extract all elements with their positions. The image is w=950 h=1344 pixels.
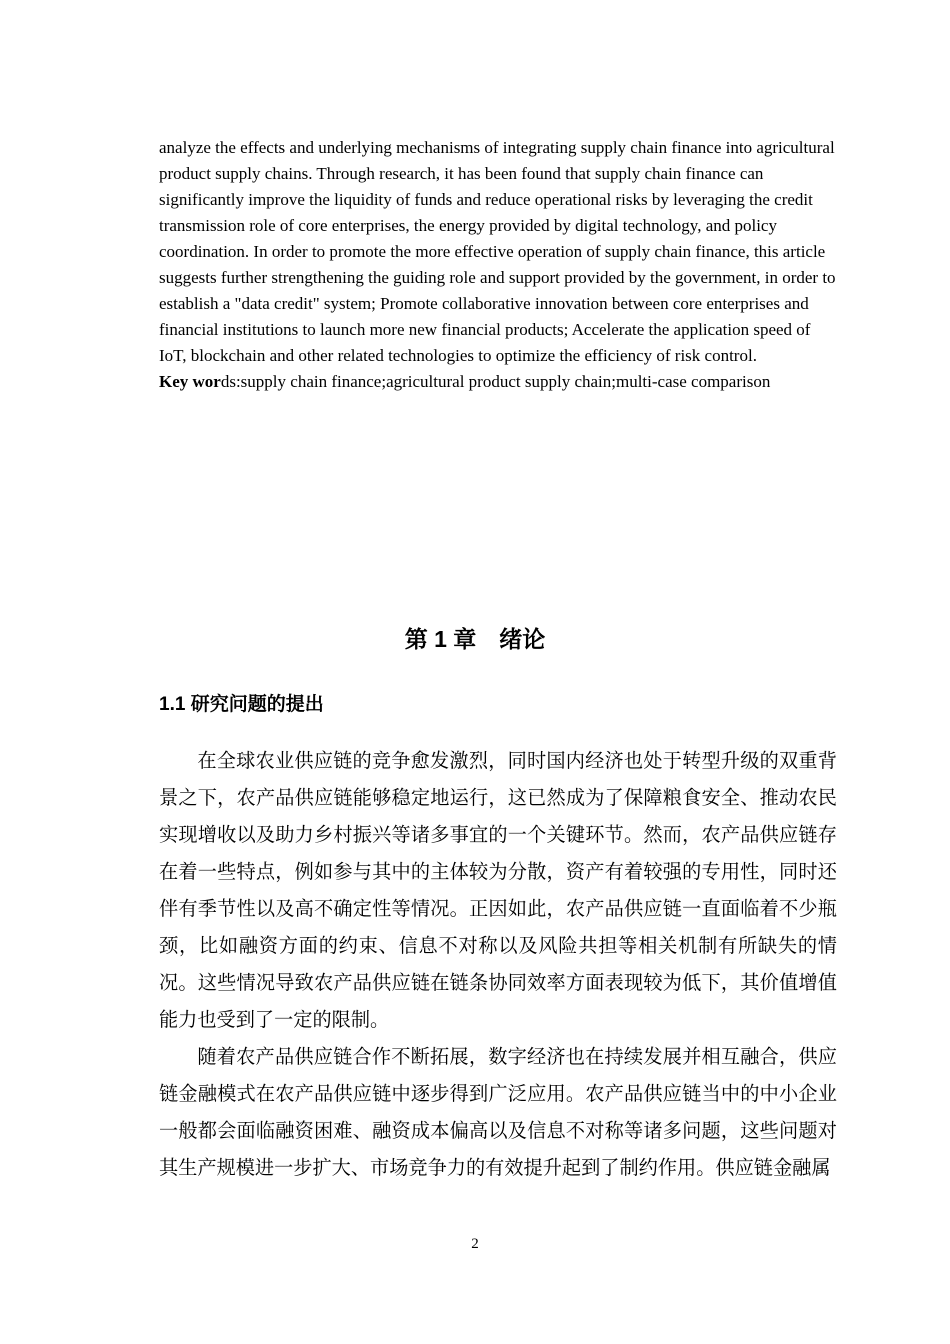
- body-paragraph: 随着农产品供应链合作不断拓展，数字经济也在持续发展并相互融合，供应链金融模式在农产品供应链中逐步得到广泛应用。农产品供应链当中的中小企业一般都会面临融资困难、融资成本偏高以及信息不对称等诸多问题，这些问题对其生产规模进一步扩大、市场竞争力的有效提升起到了制约作用。供应链金融属: [159, 1047, 837, 1179]
- keywords-label-bold: Key wor: [159, 372, 221, 391]
- section-title: 1.1 研究问题的提出: [159, 694, 324, 715]
- body-paragraph: 在全球农业供应链的竞争愈发激烈，同时国内经济也处于转型升级的双重背景之下，农产品供应链能够稳定地运行，这已然成为了保障粮食安全、推动农民实现增收以及助力乡村振兴等诸多事宜的一个关键环节。然而，农产品供应链存在着一些特点，例如参与其中的主体较为分散，资产有着较强的专用性，同时还伴有季节性以及高不确定性等情况。正因如此，农产品供应链一直面临着不少瓶颈，比如融资方面的约束、信息不对称以及风险共担等相关机制有所缺失的情况。这些情况导致农产品供应链在链条协同效率方面表现较为低下，其价值增值能力也受到了一定的限制。: [159, 751, 837, 1031]
- chapter-title: 第 1 章 绪论: [404, 626, 546, 652]
- keywords-line: [159, 369, 837, 395]
- page-number: 2: [471, 1236, 479, 1252]
- abstract-text: analyze the effects and underlying mechanisms of integrating supply chain finance into agricultural product supply chains. Through research, it has been found that supply chain finance can significantly improve the liquidity of funds and reduce operational risks by leveraging the credit transmission role of core enterprises, the energy provided by digital technology, and policy coordination. In order to promote the more effective operation of supply chain finance, this article suggests further strengthening the guiding role and support provided by the government, in order to establish a "data credit" system; Promote collaborative innovation between core enterprises and financial institutions to launch more new financial products; Accelerate the application speed of IoT, blockchain and other related technologies to optimize the efficiency of risk control.: [159, 138, 836, 365]
- body-text-block: [159, 743, 837, 1187]
- abstract-block: [159, 135, 837, 395]
- keywords-text: ds:supply chain finance;agricultural product supply chain;multi-case comparison: [220, 372, 771, 391]
